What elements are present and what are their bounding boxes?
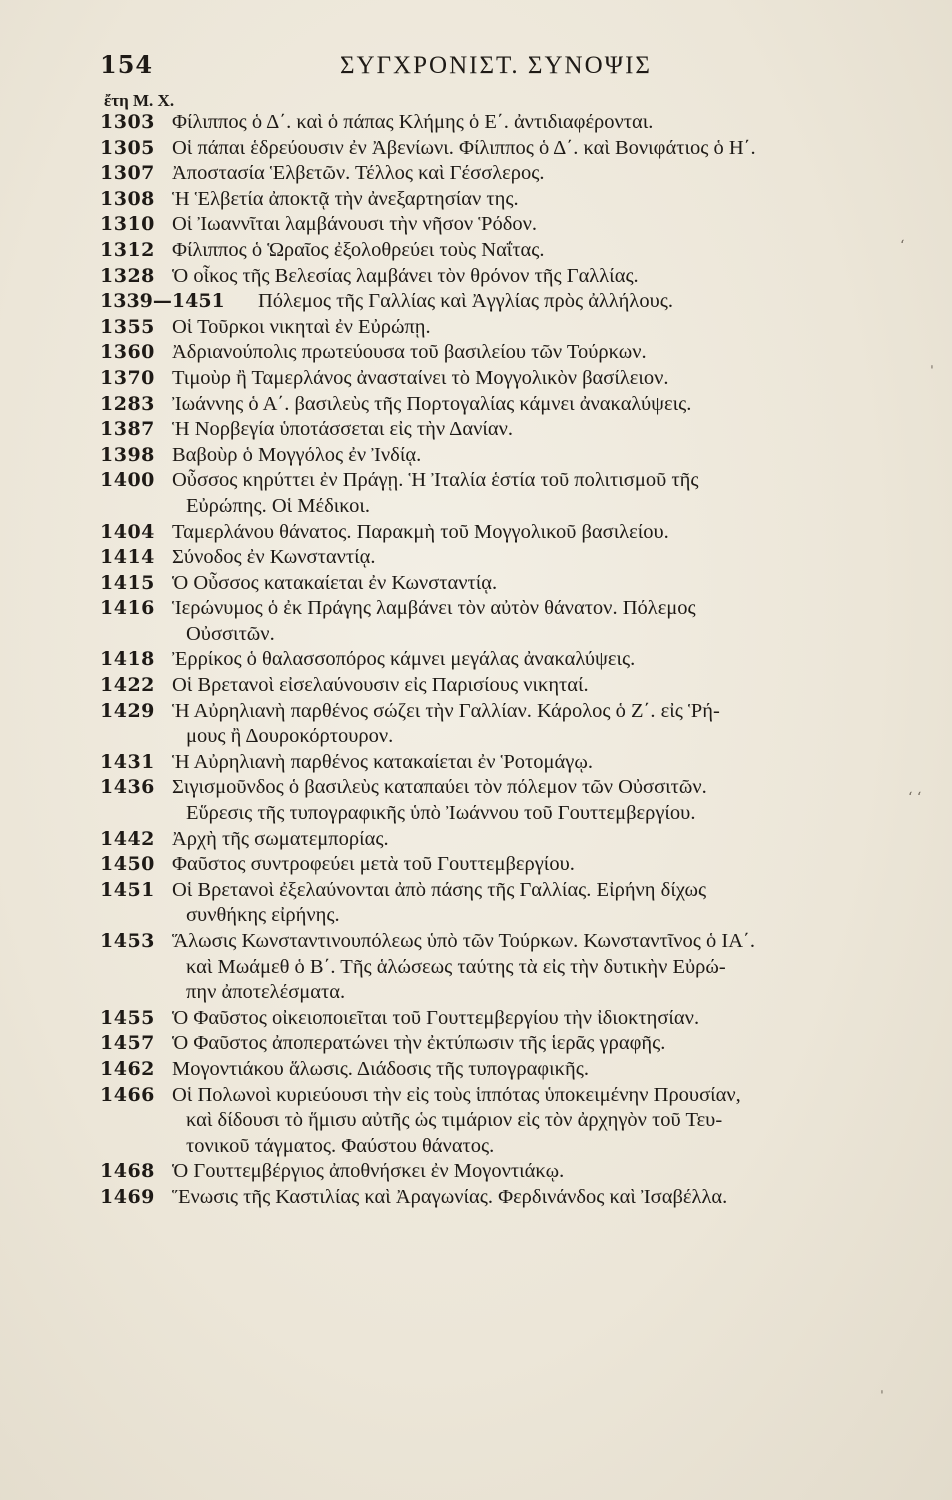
entry-text: Σύνοδος ἐν Κωνσταντίᾳ. [172,546,376,569]
entry-year: 1305 [100,136,155,159]
chronology-entry [100,571,852,597]
chronology-entry [100,212,852,238]
entry-text: Οἱ Τοῦρκοι νικηταὶ ἐν Εὐρώπῃ. [172,315,431,338]
entry-text: Μογοντιάκου ἅλωσις. Διάδοσις τῆς τυπογραφικῆς. [172,1057,589,1080]
chronology-entry [100,417,852,443]
entry-year: 1414 [100,546,155,569]
entry-text-continuation: καὶ Μωάμεθ ὁ Β΄. Τῆς ἁλώσεως ταύτης τὰ εἰς τὴν δυτικὴν Εὐρώ- [186,955,726,978]
entry-text: Ἡ Νορβεγία ὑποτάσσεται εἰς τὴν Δανίαν. [172,418,513,441]
entry-year: 1451 [100,878,155,901]
entry-year: 1466 [100,1083,155,1106]
chronology-entry [100,315,852,341]
entry-year: 1307 [100,162,155,185]
entry-text: Ἀποστασία Ἑλβετῶν. Τέλλος καὶ Γέσσλερος. [172,162,545,185]
entry-year: 1312 [100,238,155,261]
chronology-entry [100,750,852,776]
entry-text: Φαῦστος συντροφεύει μετὰ τοῦ Γουττεμβεργίου. [172,853,575,876]
entry-text: Οὖσσος κηρύττει ἐν Πράγῃ. Ἡ Ἰταλία ἑστία τοῦ πολιτισμοῦ τῆς [172,469,699,492]
chronology-entry [100,545,852,571]
chronology-entry [100,187,852,213]
entry-year: 1442 [100,827,155,850]
entry-text-continuation: μους ἢ Δουροκόρτουρον. [186,725,394,748]
entry-text: Ἰωάννης ὁ Α΄. βασιλεὺς τῆς Πορτογαλίας κάμνει ἀνακαλύψεις. [172,392,692,415]
entry-text: Σιγισμοῦνδος ὁ βασιλεὺς καταπαύει τὸν πόλεμον τῶν Οὐσσιτῶν. [172,776,707,799]
entry-text: Οἱ Ἰωαννῖται λαμβάνουσι τὴν νῆσον Ῥόδον. [172,213,537,236]
chronology-entry [100,264,852,290]
entry-year: 1457 [100,1032,155,1055]
entry-text-continuation: τονικοῦ τάγματος. Φαύστου θάνατος. [186,1134,495,1157]
entry-year: 1418 [100,648,155,671]
entry-year: 1404 [100,520,155,543]
entry-text: Ὁ Γουττεμβέργιος ἀποθνήσκει ἐν Μογοντιάκῳ. [172,1160,565,1183]
entry-year: 1339—1451 [100,290,225,313]
entry-text-continuation: Εὕρεσις τῆς τυπογραφικῆς ὑπὸ Ἰωάννου τοῦ Γουττεμβεργίου. [186,802,696,825]
entry-year: 1310 [100,213,155,236]
entry-text: Ἱερώνυμος ὁ ἐκ Πράγης λαμβάνει τὸν αὐτὸν θάνατον. Πόλεμος [172,597,696,620]
chronology-entry [100,1031,852,1057]
page-number: 154 [100,50,154,79]
entry-year: 1422 [100,674,155,697]
entry-text: Ὁ Φαῦστος οἰκειοποιεῖται τοῦ Γουττεμβεργίου τὴν ἰδιοκτησίαν. [172,1006,700,1029]
entry-text: Οἱ Βρετανοὶ εἰσελαύνουσιν εἰς Παρισίους νικηταί. [172,674,589,697]
entry-text-continuation: συνθήκης εἰρήνης. [186,904,340,927]
entry-year: 1450 [100,853,155,876]
entry-text: Ὁ Φαῦστος ἀποπερατώνει τὴν ἐκτύπωσιν τῆς ἱερᾶς γραφῆς. [172,1032,666,1055]
chronology-entry [100,443,852,469]
entry-text: Ἡ Ἑλβετία ἀποκτᾷ τὴν ἀνεξαρτησίαν της. [172,187,519,210]
margin-speck-icon: ˌ [880,1380,884,1396]
chronology-entry [100,238,852,264]
entry-year: 1355 [100,315,155,338]
entry-year: 1416 [100,597,155,620]
entry-text-continuation: Εὐρώπης. Οἱ Μέδικοι. [186,494,371,517]
chronology-entry [100,110,852,136]
chronology-entry [100,1083,852,1160]
entry-text: Ἐρρίκος ὁ θαλασσοπόρος κάμνει μεγάλας ἀνακαλύψεις. [172,648,636,671]
entry-year: 1455 [100,1006,155,1029]
entry-text: Ἀδριανούπολις πρωτεύουσα τοῦ βασιλείου τῶν Τούρκων. [172,341,647,364]
column-subheader: ἔτη Μ. Χ. [104,91,175,110]
entry-year: 1436 [100,776,155,799]
chronology-entry [100,929,852,1006]
entry-text: Φίλιππος ὁ Δ΄. καὶ ὁ πάπας Κλήμης ὁ Ε΄. ἀντιδιαφέρονται. [172,111,654,133]
running-title: ΣΥΓΧΡΟΝΙΣΤ. ΣΥΝΟΨΙΣ [340,52,652,79]
entry-text: Ἕνωσις τῆς Καστιλίας καὶ Ἀραγωνίας. Φερδινάνδος καὶ Ἰσαβέλλα. [172,1185,728,1208]
entry-text: Οἱ Βρετανοὶ ἐξελαύνονται ἀπὸ πάσης τῆς Γαλλίας. Εἰρήνη δίχως [172,878,707,901]
chronology-entry [100,392,852,418]
entry-text: Πόλεμος τῆς Γαλλίας καὶ Ἀγγλίας πρὸς ἀλλήλους. [258,290,673,313]
entry-year: 1400 [100,469,155,492]
entry-year: 1398 [100,443,155,466]
entry-text: Ἅλωσις Κωνσταντινουπόλεως ὑπὸ τῶν Τούρκων. Κωνσταντῖνος ὁ ΙΑ΄. [172,930,755,952]
entry-year: 1468 [100,1160,155,1183]
entry-text: Ταμερλάνου θάνατος. Παρακμὴ τοῦ Μογγολικοῦ βασιλείου. [172,520,669,543]
entry-year: 1429 [100,699,155,722]
chronology-entry [100,1006,852,1032]
entry-text-continuation: πην ἀποτελέσματα. [186,981,346,1004]
entry-text: Ἀρχὴ τῆς σωματεμπορίας. [172,827,389,850]
entry-year: 1308 [100,187,155,210]
entry-text: Ὁ Οὖσσος κατακαίεται ἐν Κωνσταντίᾳ. [172,571,498,594]
chronology-entry [100,775,852,826]
chronology-entry [100,647,852,673]
chronology-entry [100,520,852,546]
entry-text: Οἱ πάπαι ἑδρεύουσιν ἐν Ἀβενίωνι. Φίλιππος ὁ Δ΄. καὶ Βονιφάτιος ὁ Η΄. [172,136,756,159]
margin-speck-icon: ˌ [930,355,934,371]
entry-text: Φίλιππος ὁ Ὡραῖος ἐξολοθρεύει τοὺς Ναΐτας. [172,238,545,261]
entry-text: Τιμοὺρ ἢ Ταμερλάνος ἀνασταίνει τὸ Μογγολικὸν βασίλειον. [172,366,669,389]
chronology-entry [100,468,852,519]
chronology-entry [100,1057,852,1083]
chronology-entry [100,289,852,315]
chronology-entry [100,161,852,187]
entry-year: 1415 [100,571,155,594]
chronology-entry [100,136,852,162]
chronology-entry [100,366,852,392]
chronology-entry [100,340,852,366]
chronology-list [100,110,852,1211]
chronology-entry [100,673,852,699]
entry-year: 1370 [100,366,155,389]
entry-year: 1303 [100,111,155,133]
page-header [100,50,860,90]
chronology-entry [100,827,852,853]
entry-text: Βαβοὺρ ὁ Μογγόλος ἐν Ἰνδίᾳ. [172,443,422,466]
entry-year: 1453 [100,930,155,952]
chronology-entry [100,699,852,750]
entry-text-continuation: Οὐσσιτῶν. [186,622,275,645]
chronology-entry [100,1185,852,1211]
margin-speck-icon: ‘ ‘ [908,790,922,806]
chronology-entry [100,1159,852,1185]
chronology-entry [100,852,852,878]
chronology-entry [100,878,852,929]
entry-year: 1387 [100,418,155,441]
entry-year: 1469 [100,1185,155,1208]
margin-speck-icon: ‘ [900,238,905,254]
entry-year: 1360 [100,341,155,364]
entry-text: Οἱ Πολωνοὶ κυριεύουσι τὴν εἰς τοὺς ἱππότας ὑποκειμένην Προυσίαν, [172,1083,741,1106]
entry-year: 1431 [100,750,155,773]
entry-text: Ὁ οἶκος τῆς Βελεσίας λαμβάνει τὸν θρόνον τῆς Γαλλίας. [172,264,639,287]
entry-text-continuation: καὶ δίδουσι τὸ ἥμισυ αὐτῆς ὡς τιμάριον εἰς τὸν ἀρχηγὸν τοῦ Τευ- [186,1109,723,1132]
chronology-entry [100,596,852,647]
entry-year: 1462 [100,1057,155,1080]
entry-text: Ἡ Αὐρηλιανὴ παρθένος σώζει τὴν Γαλλίαν. Κάρολος ὁ Ζ΄. εἰς Ῥή- [172,699,720,722]
entry-year: 1328 [100,264,155,287]
entry-text: Ἡ Αὐρηλιανὴ παρθένος κατακαίεται ἐν Ῥοτομάγῳ. [172,750,593,773]
entry-year: 1283 [100,392,155,415]
